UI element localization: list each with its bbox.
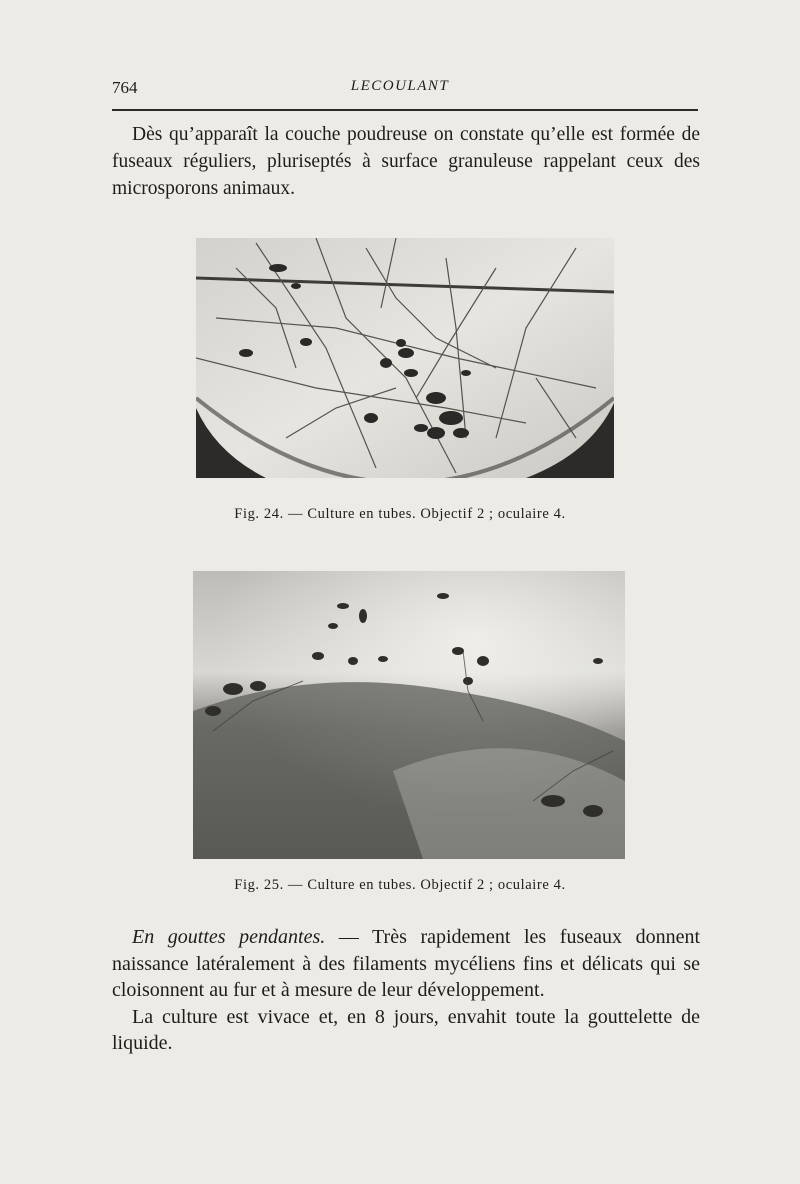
figure-24-caption: Fig. 24. — Culture en tubes. Objectif 2 ; oculaire 4. [234, 506, 566, 522]
section-2-lead-text: — Très rapidement les fuseaux donnent naissance latéralement à des filaments mycéliens fins et délicats qui se cloisonnent au fur et à mesure de leur développement. [112, 926, 700, 1001]
section-2-heading: En gouttes pendantes. [132, 926, 326, 948]
running-title: LECOULANT [350, 78, 450, 94]
paragraph-1-text: Dès qu’apparaît la couche poudreuse on constate qu’elle est formée de fuseaux réguliers, pluriseptés à surface granuleuse rappelant ceux des microsporons animaux. [112, 124, 700, 199]
page-number: 764 [112, 78, 138, 97]
paragraph-2-text: La culture est vivace et, en 8 jours, envahit toute la gouttelette de liquide. [112, 1005, 700, 1054]
body-paragraph-1 [112, 121, 700, 202]
figure-24-micrograph [196, 238, 614, 478]
figure-25-caption: Fig. 25. — Culture en tubes. Objectif 2 ; oculaire 4. [234, 877, 566, 893]
header-rule [112, 109, 698, 111]
figure-25-micrograph [193, 571, 625, 859]
body-section-2 [112, 924, 700, 1057]
